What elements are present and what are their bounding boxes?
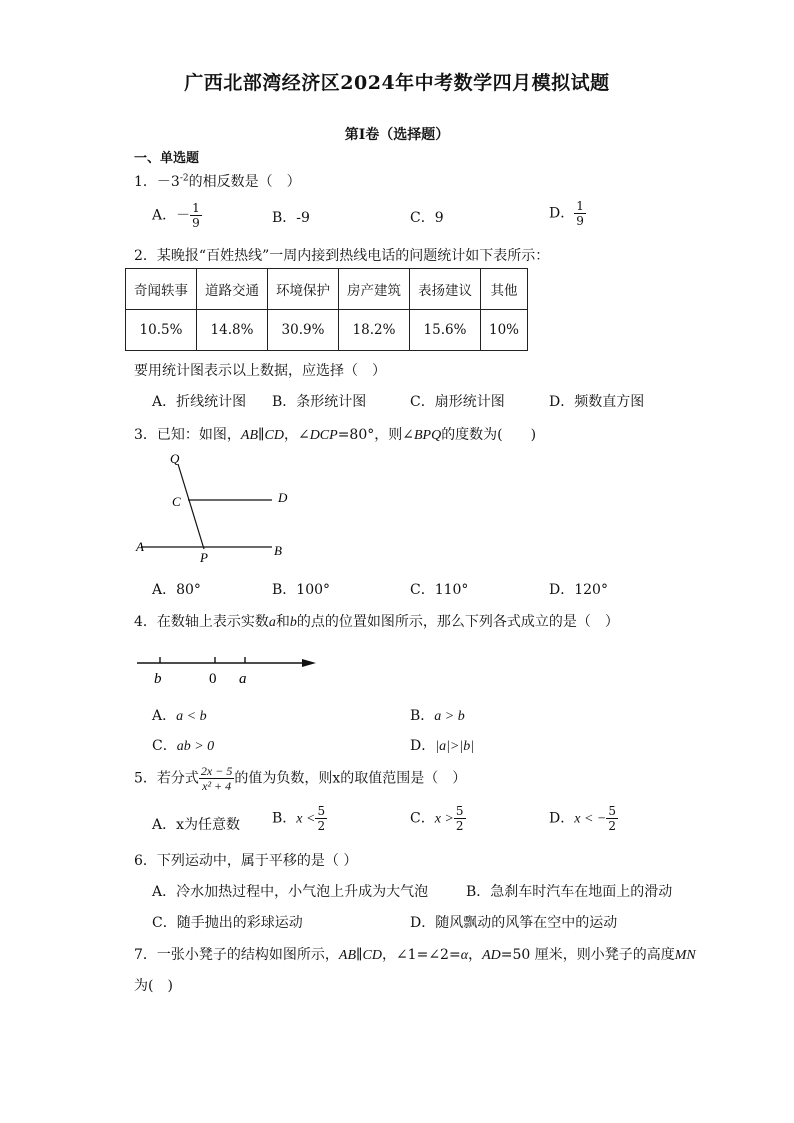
question-3-option-d[interactable]: D．120° (549, 582, 608, 598)
question-1-option-d[interactable]: D． $\frac{1}{9}$ (549, 199, 584, 228)
question-2-ask: 要用统计图表示以上数据，应选择（ ） (134, 363, 386, 379)
label-d: D (278, 490, 288, 505)
question-2-option-a[interactable]: A．折线统计图 (152, 394, 247, 410)
question-7-stem-line-2: 为( ) (134, 978, 173, 994)
arrow-right-icon (302, 659, 316, 667)
table-value-cell: 18.2% (339, 310, 410, 351)
number-line-figure (134, 650, 324, 690)
question-6-option-a[interactable]: A．冷水加热过程中，小气泡上升成为大气泡 (152, 884, 429, 900)
question-2-option-b[interactable]: B．条形统计图 (272, 394, 367, 410)
question-5-stem: 5．若分式 $\frac{2x - 5}{\text{x² + 4}}$ 的值为负数，则x的取值范围是（ ） (134, 764, 467, 793)
geometry-figure-parallel-lines (130, 448, 310, 568)
table-value-cell: 10% (481, 310, 528, 351)
question-6-option-c[interactable]: C．随手抛出的彩球运动 (152, 915, 303, 931)
label-b: B (274, 543, 282, 558)
question-4-option-b[interactable]: B．a > b (410, 708, 465, 724)
question-2-option-d[interactable]: D．频数直方图 (549, 394, 645, 410)
question-6-option-d[interactable]: D．随风飘动的风筝在空中的运动 (410, 915, 618, 931)
axis-label-a: a (239, 671, 247, 687)
question-4-option-c[interactable]: C．ab > 0 (152, 738, 215, 754)
table-header-cell: 道路交通 (197, 269, 268, 310)
page-title: 广西北部湾经济区2024年中考数学四月模拟试题 (184, 72, 610, 94)
table-value-cell: 10.5% (126, 310, 197, 351)
question-5-option-d[interactable]: D．x < − $\frac{5}{2}$ (549, 804, 616, 833)
label-a: A (136, 539, 144, 554)
question-6-option-b[interactable]: B．急刹车时汽车在地面上的滑动 (466, 884, 673, 900)
question-3-option-b[interactable]: B．100° (272, 582, 331, 598)
statistics-table (125, 268, 528, 351)
question-2-option-c[interactable]: C．扇形统计图 (410, 394, 505, 410)
axis-label-zero: 0 (209, 671, 217, 687)
axis-label-b: b (154, 671, 162, 687)
table-header-cell: 奇闻轶事 (126, 269, 197, 310)
section-volume-title: 第I卷（选择题） (344, 127, 450, 143)
question-1-option-b[interactable]: B．-9 (272, 210, 310, 226)
section-heading: 一、单选题 (134, 151, 200, 166)
question-3-option-c[interactable]: C．110° (410, 582, 469, 598)
question-3-stem: 3．已知：如图，AB∥CD，∠DCP=80°，则∠BPQ的度数为( ) (134, 427, 537, 443)
table-header-cell: 环境保护 (268, 269, 339, 310)
table-header-cell: 表扬建议 (410, 269, 481, 310)
question-2-stem: 2．某晚报“百姓热线”一周内接到热线电话的问题统计如下表所示： (134, 248, 550, 264)
question-1-stem: 1．$-3^{-2}$的相反数是（ ） (134, 173, 301, 190)
question-4-option-d[interactable]: D．|a|>|b| (410, 738, 475, 754)
question-4-option-a[interactable]: A．a < b (152, 708, 207, 724)
question-1-option-a[interactable]: A．－ $\frac{1}{9}$ (152, 201, 200, 230)
table-value-cell: 30.9% (268, 310, 339, 351)
table-value-cell: 14.8% (197, 310, 268, 351)
question-1-option-c[interactable]: C．9 (410, 210, 444, 226)
question-5-option-c[interactable]: C．x > $\frac{5}{2}$ (410, 804, 464, 833)
transversal-pq (178, 464, 204, 549)
label-q: Q (170, 451, 180, 466)
question-7-stem: 7．一张小凳子的结构如图所示，AB∥CD，∠1=∠2=α，AD=50 厘米，则小凳子的高度MN (134, 947, 696, 963)
question-6-stem: 6．下列运动中，属于平移的是（ ） (134, 853, 358, 869)
table-header-cell: 其他 (481, 269, 528, 310)
table-value-cell: 15.6% (410, 310, 481, 351)
label-p: P (200, 550, 208, 565)
question-3-option-a[interactable]: A．80° (152, 582, 201, 598)
label-c: C (172, 494, 181, 509)
table-header-cell: 房产建筑 (339, 269, 410, 310)
question-5-option-b[interactable]: B．x < $\frac{5}{2}$ (272, 804, 326, 833)
question-4-stem: 4．在数轴上表示实数a和b的点的位置如图所示，那么下列各式成立的是（ ） (134, 614, 619, 630)
question-5-option-a[interactable]: A．x为任意数 (152, 817, 241, 833)
